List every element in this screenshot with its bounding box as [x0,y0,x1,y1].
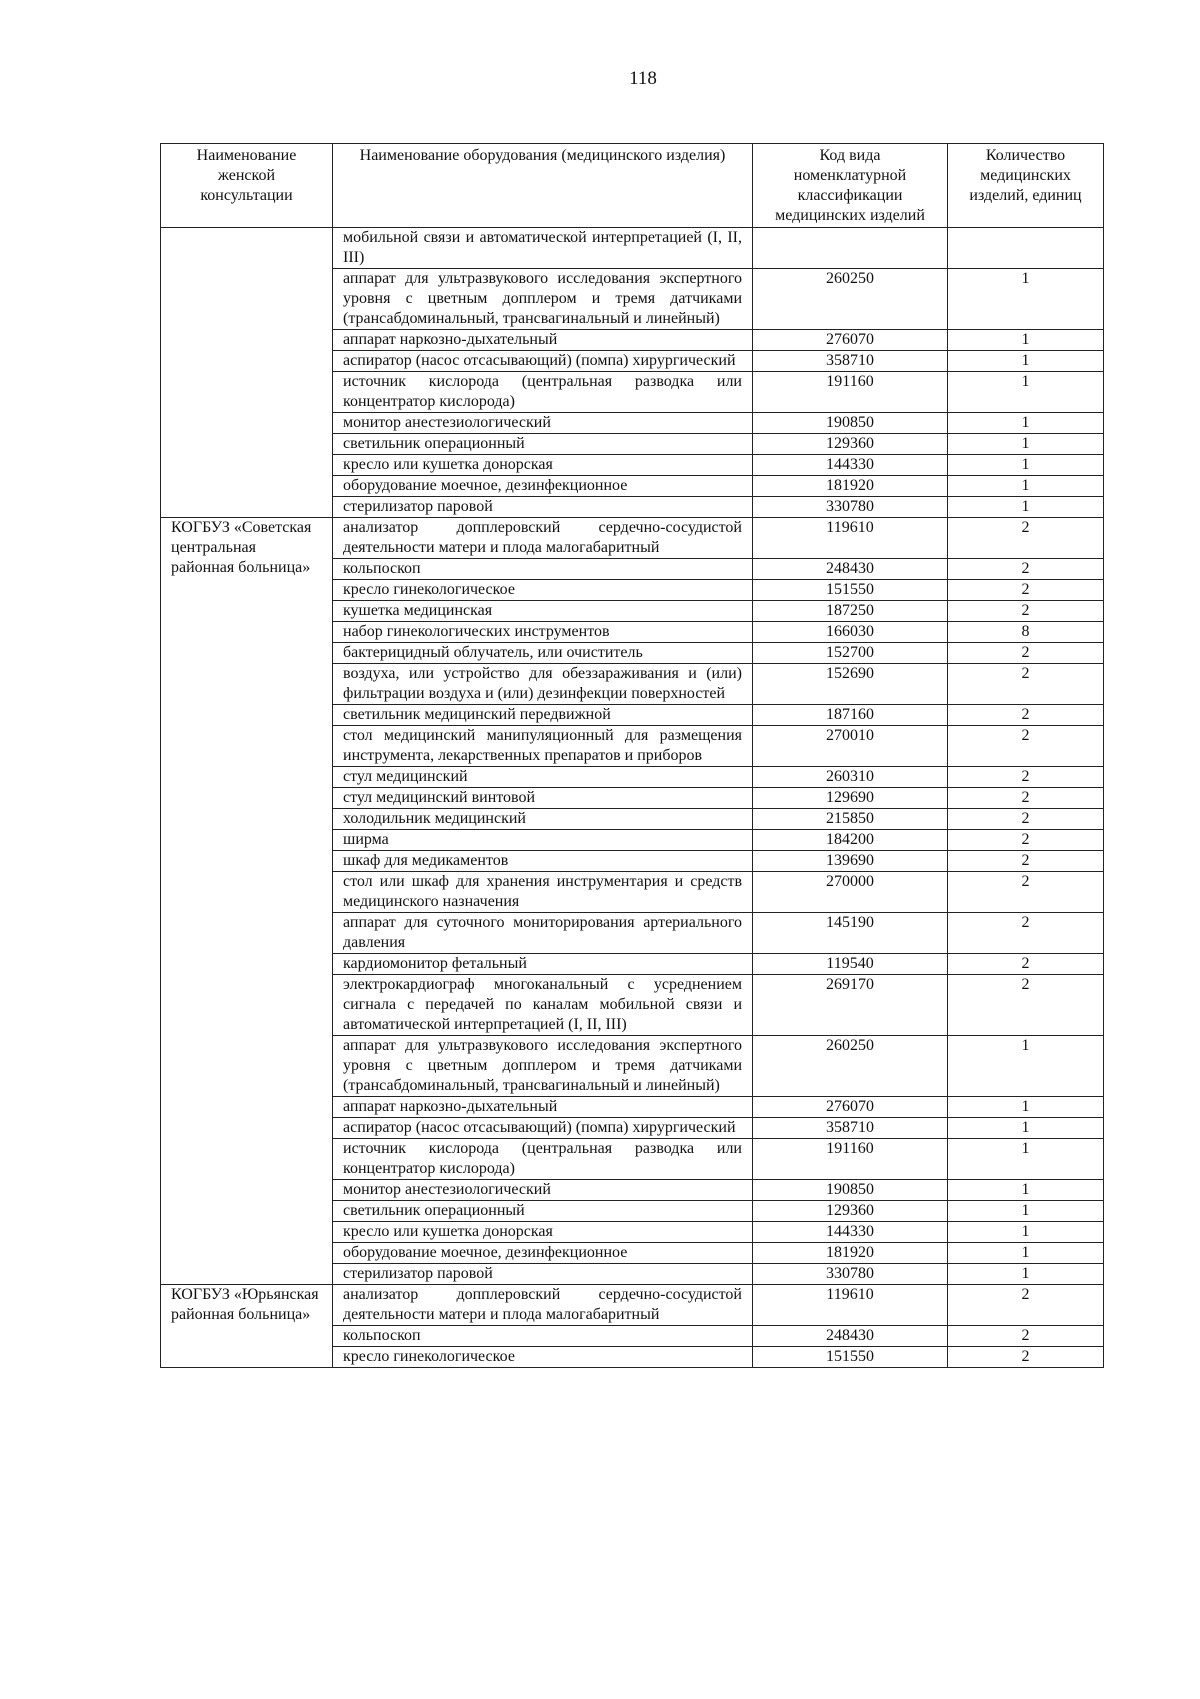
quantity-cell: 1 [948,497,1104,518]
header-quantity: Количество медицинских изделий, единиц [948,144,1104,228]
equipment-name-cell: кресло гинекологическое [333,580,753,601]
quantity-cell: 1 [948,372,1104,413]
equipment-name-cell: аспиратор (насос отсасывающий) (помпа) хирургический [333,351,753,372]
equipment-name-cell: оборудование моечное, дезинфекционное [333,1243,753,1264]
table-header [161,144,1104,228]
code-cell: 190850 [753,413,948,434]
code-cell: 269170 [753,975,948,1036]
equipment-name-cell: анализатор допплеровский сердечно-сосудистой деятельности матери и плода малогабаритный [333,1285,753,1326]
quantity-cell: 1 [948,1264,1104,1285]
code-cell: 181920 [753,1243,948,1264]
equipment-name-cell: аппарат для ультразвукового исследования экспертного уровня с цветным допплером и тремя датчиками (трансабдоминальный, трансвагинальный и линейный) [333,269,753,330]
quantity-cell: 1 [948,1222,1104,1243]
equipment-name-cell: набор гинекологических инструментов [333,622,753,643]
code-cell: 139690 [753,851,948,872]
equipment-name-cell: аспиратор (насос отсасывающий) (помпа) хирургический [333,1118,753,1139]
code-cell: 187250 [753,601,948,622]
code-cell: 358710 [753,1118,948,1139]
code-cell: 276070 [753,330,948,351]
equipment-name-cell: стерилизатор паровой [333,1264,753,1285]
code-cell: 191160 [753,1139,948,1180]
quantity-cell: 1 [948,269,1104,330]
equipment-name-cell: монитор анестезиологический [333,1180,753,1201]
equipment-name-cell: монитор анестезиологический [333,413,753,434]
equipment-name-cell: источник кислорода (центральная разводка или концентратор кислорода) [333,372,753,413]
code-cell: 129360 [753,1201,948,1222]
equipment-name-cell: источник кислорода (центральная разводка или концентратор кислорода) [333,1139,753,1180]
equipment-name-cell: стул медицинский винтовой [333,788,753,809]
quantity-cell: 2 [948,705,1104,726]
code-cell: 181920 [753,476,948,497]
quantity-cell: 2 [948,1347,1104,1368]
code-cell: 184200 [753,830,948,851]
equipment-name-cell: холодильник медицинский [333,809,753,830]
table-body [161,228,1104,1368]
quantity-cell: 2 [948,872,1104,913]
equipment-name-cell: светильник медицинский передвижной [333,705,753,726]
quantity-cell: 2 [948,788,1104,809]
quantity-cell: 2 [948,830,1104,851]
equipment-name-cell: аппарат для суточного мониторирования артериального давления [333,913,753,954]
quantity-cell: 1 [948,455,1104,476]
quantity-cell: 2 [948,767,1104,788]
code-cell: 187160 [753,705,948,726]
equipment-name-cell: кардиомонитор фетальный [333,954,753,975]
table-row [161,518,1104,559]
equipment-name-cell: бактерицидный облучатель, или очиститель [333,643,753,664]
quantity-cell: 1 [948,1139,1104,1180]
quantity-cell: 1 [948,330,1104,351]
code-cell: 152700 [753,643,948,664]
equipment-name-cell: стол или шкаф для хранения инструментария и средств медицинского назначения [333,872,753,913]
equipment-table [160,143,1104,1368]
equipment-name-cell: стол медицинский манипуляционный для размещения инструмента, лекарственных препаратов и приборов [333,726,753,767]
code-cell: 144330 [753,455,948,476]
code-cell: 276070 [753,1097,948,1118]
quantity-cell: 2 [948,809,1104,830]
code-cell: 190850 [753,1180,948,1201]
quantity-cell: 1 [948,1180,1104,1201]
code-cell: 260310 [753,767,948,788]
code-cell: 260250 [753,269,948,330]
equipment-name-cell: стерилизатор паровой [333,497,753,518]
code-cell: 119610 [753,518,948,559]
quantity-cell: 1 [948,1201,1104,1222]
code-cell: 119610 [753,1285,948,1326]
quantity-cell: 1 [948,434,1104,455]
quantity-cell: 2 [948,726,1104,767]
quantity-cell: 1 [948,1097,1104,1118]
code-cell: 330780 [753,497,948,518]
quantity-cell: 2 [948,664,1104,705]
table-row [161,228,1104,269]
equipment-name-cell: шкаф для медикаментов [333,851,753,872]
header-equipment: Наименование оборудования (медицинского изделия) [333,144,753,228]
code-cell [753,228,948,269]
code-cell: 270000 [753,872,948,913]
equipment-name-cell: светильник операционный [333,434,753,455]
quantity-cell: 2 [948,975,1104,1036]
code-cell: 129690 [753,788,948,809]
quantity-cell: 1 [948,351,1104,372]
quantity-cell: 2 [948,1326,1104,1347]
quantity-cell: 2 [948,580,1104,601]
equipment-name-cell: электрокардиограф многоканальный с усреднением сигнала с передачей по каналам мобильной связи и автоматической интерпретацией (I, II, III) [333,975,753,1036]
quantity-cell: 1 [948,1243,1104,1264]
equipment-name-cell: оборудование моечное, дезинфекционное [333,476,753,497]
equipment-name-cell: мобильной связи и автоматической интерпретацией (I, II, III) [333,228,753,269]
equipment-name-cell: аппарат для ультразвукового исследования экспертного уровня с цветным допплером и тремя датчиками (трансабдоминальный, трансвагинальный и линейный) [333,1036,753,1097]
quantity-cell: 1 [948,1118,1104,1139]
header-institution: Наименование женской консультации [161,144,333,228]
code-cell: 248430 [753,1326,948,1347]
equipment-name-cell: аппарат наркозно-дыхательный [333,1097,753,1118]
page-number: 118 [629,68,657,89]
code-cell: 152690 [753,664,948,705]
code-cell: 119540 [753,954,948,975]
code-cell: 330780 [753,1264,948,1285]
quantity-cell: 2 [948,518,1104,559]
institution-cell [161,228,333,518]
code-cell: 129360 [753,434,948,455]
quantity-cell: 1 [948,476,1104,497]
quantity-cell [948,228,1104,269]
equipment-name-cell: кресло гинекологическое [333,1347,753,1368]
quantity-cell: 8 [948,622,1104,643]
header-code: Код вида номенклатурной классификации медицинских изделий [753,144,948,228]
quantity-cell: 2 [948,954,1104,975]
quantity-cell: 2 [948,601,1104,622]
quantity-cell: 2 [948,559,1104,580]
equipment-name-cell: светильник операционный [333,1201,753,1222]
quantity-cell: 2 [948,643,1104,664]
code-cell: 144330 [753,1222,948,1243]
equipment-name-cell: аппарат наркозно-дыхательный [333,330,753,351]
code-cell: 358710 [753,351,948,372]
code-cell: 145190 [753,913,948,954]
quantity-cell: 2 [948,851,1104,872]
equipment-name-cell: ширма [333,830,753,851]
institution-cell: КОГБУЗ «Юрьянская районная больница» [161,1285,333,1368]
quantity-cell: 2 [948,1285,1104,1326]
institution-cell: КОГБУЗ «Советская центральная районная больница» [161,518,333,1285]
equipment-name-cell: кольпоскоп [333,559,753,580]
code-cell: 191160 [753,372,948,413]
equipment-name-cell: воздуха, или устройство для обеззараживания и (или) фильтрации воздуха и (или) дезинфекции поверхностей [333,664,753,705]
code-cell: 248430 [753,559,948,580]
equipment-name-cell: кольпоскоп [333,1326,753,1347]
table-row [161,1285,1104,1326]
quantity-cell: 2 [948,913,1104,954]
code-cell: 166030 [753,622,948,643]
quantity-cell: 1 [948,1036,1104,1097]
equipment-name-cell: кресло или кушетка донорская [333,1222,753,1243]
equipment-name-cell: анализатор допплеровский сердечно-сосудистой деятельности матери и плода малогабаритный [333,518,753,559]
code-cell: 260250 [753,1036,948,1097]
quantity-cell: 1 [948,413,1104,434]
equipment-name-cell: кресло или кушетка донорская [333,455,753,476]
code-cell: 151550 [753,1347,948,1368]
code-cell: 270010 [753,726,948,767]
equipment-name-cell: кушетка медицинская [333,601,753,622]
code-cell: 215850 [753,809,948,830]
equipment-name-cell: стул медицинский [333,767,753,788]
code-cell: 151550 [753,580,948,601]
